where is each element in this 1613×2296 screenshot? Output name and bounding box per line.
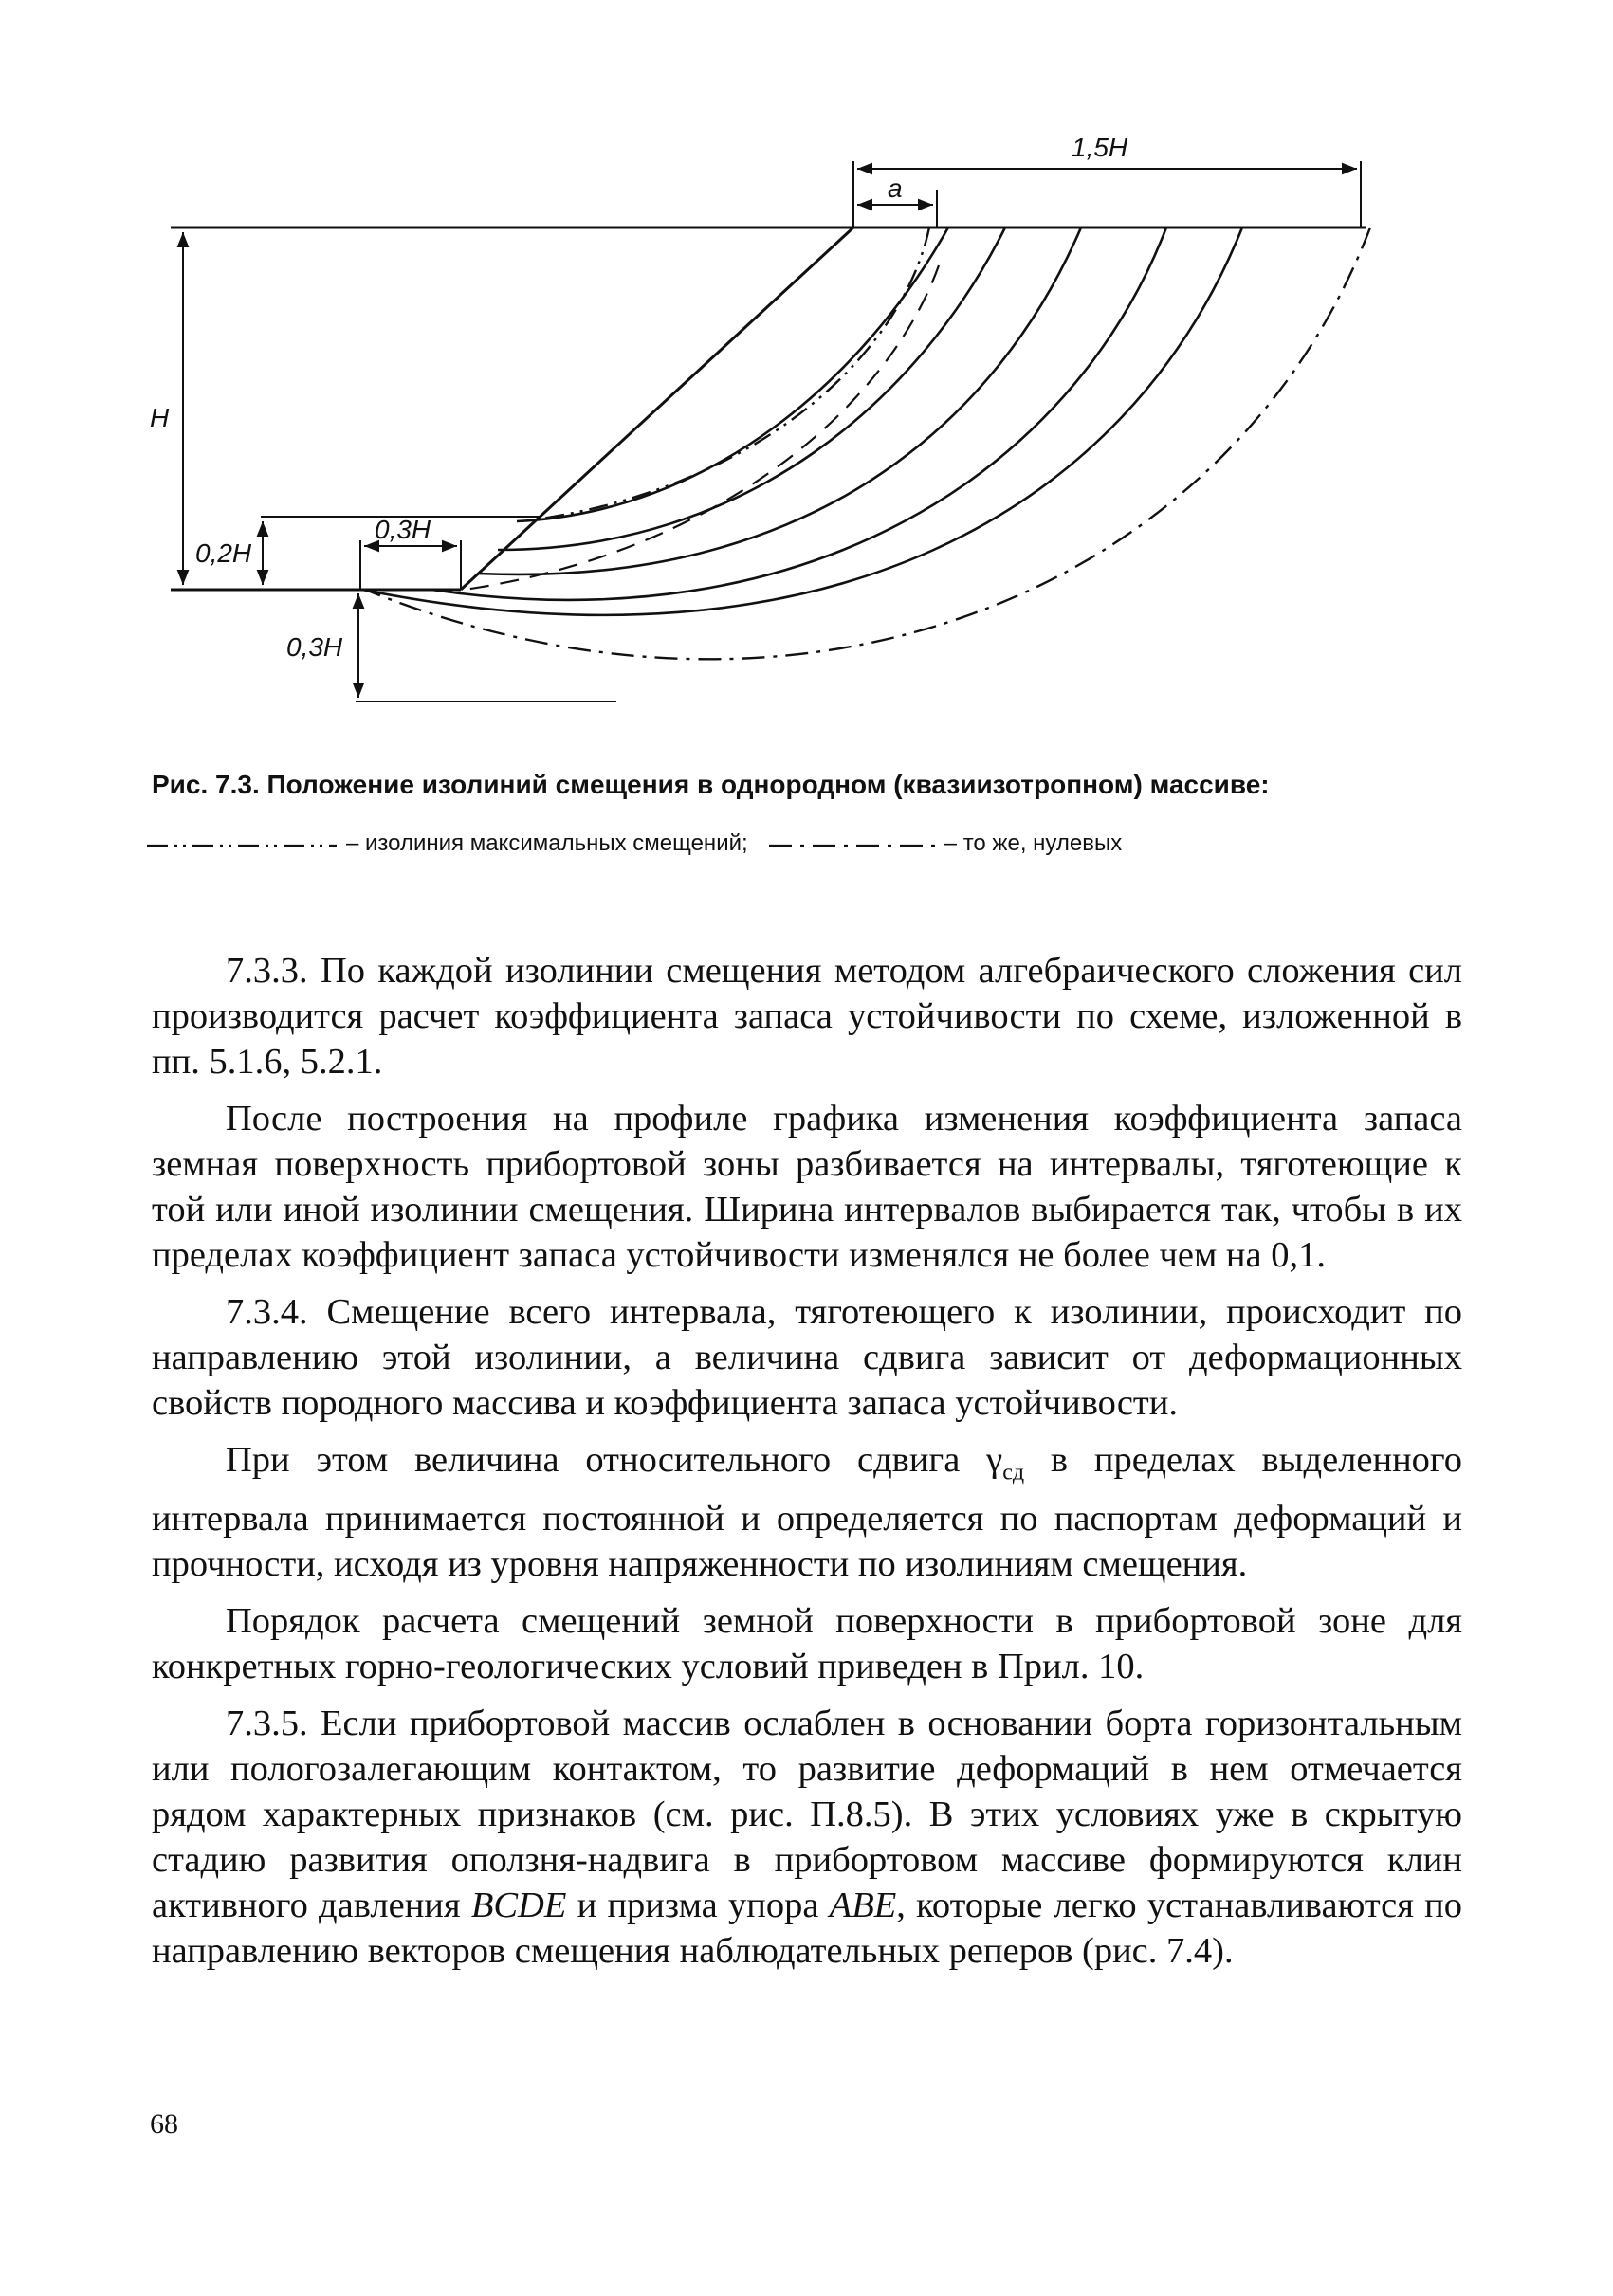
gamma-symbol: γ bbox=[986, 1440, 1003, 1480]
paragraph-7-3-4: 7.3.4. Смещение всего интервала, тяготеющего к изолинии, происходит по направлению этой изолинии, а величина сдвига зависит от деформационных свойств породного массива и коэффициента запаса устойчивости. bbox=[152, 1292, 1462, 1423]
a-label: a bbox=[888, 173, 903, 203]
width-label: 1,5H bbox=[1072, 133, 1128, 162]
paragraph-7-3-5: 7.3.5. Если прибортовой массив ослаблен в основании борта горизонтальным или пологозалегающим контактом, то развитие деформаций в нем отмечается рядом характерных признаков (см. рис. П.8.5). В этих условиях уже в скрытую стадию развития оползня-надвига в прибортовом массиве формируются клин активного давления BCDE и призма упора ABE, которые легко устанавливаются по направлению векторов смещения наблюдательных реперов (рис. 7.4). bbox=[152, 1703, 1462, 1971]
dashed-isoline bbox=[465, 265, 939, 590]
zero-displacement-legend-sample bbox=[769, 834, 935, 853]
h-label: H bbox=[150, 403, 170, 432]
legend-zero-text: – то же, нулевых bbox=[944, 830, 1123, 856]
depth-label: 0,3H bbox=[286, 632, 343, 662]
figure-caption: Рис. 7.3. Положение изолиний смещения в однородном (квазиизотропном) массиве: bbox=[152, 770, 1270, 799]
figure-7-3 bbox=[142, 114, 1403, 720]
paragraph-relative-shear: При этом величина относительного сдвига $\gamma_{сд}$ в пределах выделенного интервала принимается постоянной и определяется по паспортам деформаций и прочности, исходя из уровня напряженности по изолиниям смещения. bbox=[152, 1440, 1463, 1584]
gamma-subscript: сд bbox=[1002, 1460, 1025, 1485]
isoline-diagram bbox=[142, 114, 1403, 720]
paragraph-plot-intervals: После построения на профиле графика изменения коэффициента запаса земная поверхность прибортовой зоны разбивается на интервалы, тяготеющие к той или иной изолинии смещения. Ширина интервалов выбирается так, чтобы в их пределах коэффициент запаса устойчивости изменялся не более чем на 0,1. bbox=[152, 1099, 1462, 1275]
body-text bbox=[152, 948, 1462, 1985]
abe-label: ABE bbox=[829, 1885, 897, 1925]
figure-legend bbox=[147, 827, 1475, 861]
paragraph-calculation-order: Порядок расчета смещений земной поверхности в прибортовой зоне для конкретных горно-геологических условий приведен в Прил. 10. bbox=[152, 1600, 1462, 1686]
isoline-2 bbox=[498, 228, 1005, 550]
berm-width-label: 0,3H bbox=[375, 515, 431, 544]
bcde-label: BCDE bbox=[470, 1885, 567, 1925]
legend-max-text: – изолиния максимальных смещений; bbox=[346, 830, 748, 856]
zero-displacement-isoline bbox=[365, 228, 1370, 659]
paragraph-7-3-3: 7.3.3. По каждой изолинии смещения методом алгебраического сложения сил производится расчет коэффициента запаса устойчивости по схеме, изложенной в пп. 5.1.6, 5.2.1. bbox=[152, 951, 1462, 1082]
page-number: 68 bbox=[150, 2108, 178, 2140]
berm-height-label: 0,2H bbox=[195, 538, 252, 568]
max-displacement-legend-sample bbox=[147, 834, 337, 853]
isoline-3 bbox=[479, 228, 1081, 574]
